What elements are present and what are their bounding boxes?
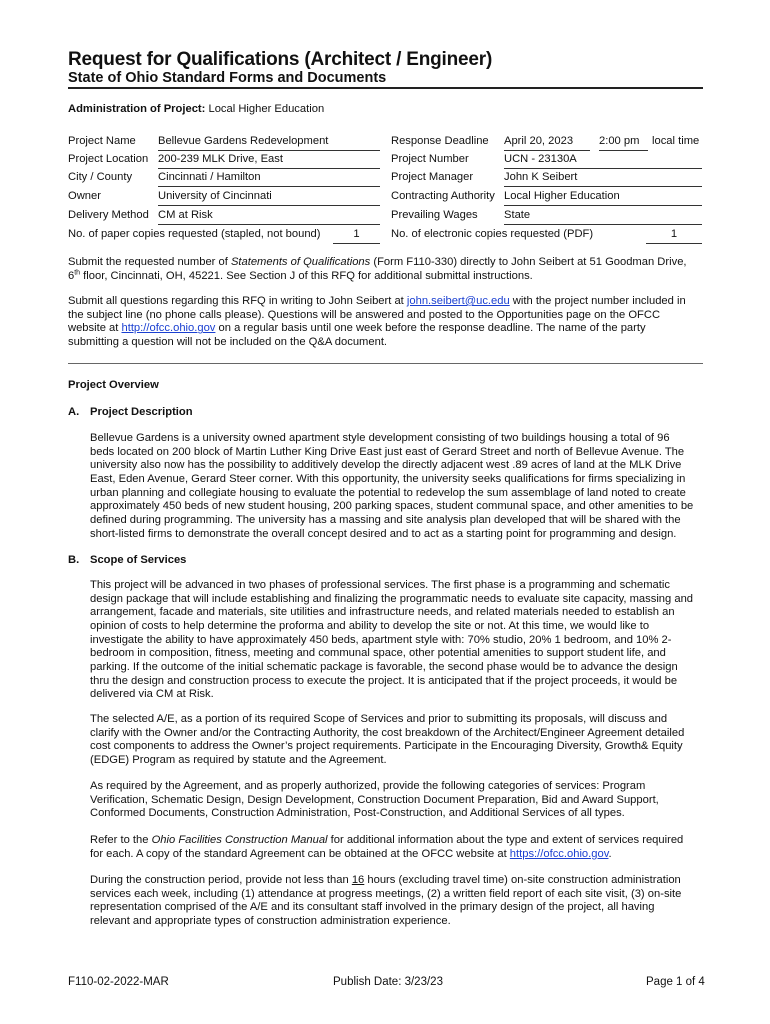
project-description-body	[90, 432, 706, 541]
scope-p3-line-1: As required by the Agreement, and as properly authorized, provide the following categories of services: Program	[90, 780, 646, 792]
questions-text-cont: with the project number included in	[509, 295, 686, 307]
required-hours: 16	[351, 874, 365, 886]
submittal-text: Submit the requested number of	[68, 256, 231, 268]
administration-label: Administration of Project:	[68, 103, 206, 115]
questions-line-2: the subject line (no phone calls please). Questions will be answered and posted to the Opportunities page on the OFCC	[68, 308, 661, 321]
footer-page-number: Page 1 of 4	[646, 976, 705, 988]
project-location-value: 200-239 MLK Drive, East	[158, 153, 380, 169]
project-description-line-7: defined during programming. The university has a massing and site analysis plan developed that will be shared with the	[90, 513, 681, 526]
scope-p1-line-5: investigate the ability to have approximately 450 beds, apartment style with: 70% studio, 20% 1 bedroom, and 10% 2-	[90, 633, 672, 646]
project-description-line-8: short-listed firms to demonstrate the overall concept desired and to act as a starting point for programming and design.	[90, 527, 677, 540]
construction-manual-title: Ohio Facilities Construction Manual	[151, 834, 328, 846]
paper-copies-value: 1	[333, 228, 380, 244]
submittal-address: floor, Cincinnati, OH, 45221. See Section J of this RFQ for additional submittal instructions.	[80, 269, 533, 282]
project-description-line-3: university also now has the possibility to additively develop the directly adjacent west .89 acres of land at the MLK Drive	[90, 459, 682, 472]
submittal-instructions	[68, 256, 708, 283]
prevailing-wages-value: State	[504, 209, 702, 225]
footer-form-id: F110-02-2022-MAR	[68, 976, 169, 988]
questions-text: Submit all questions regarding this RFQ in writing to John Seibert at	[68, 295, 407, 307]
agreement-ref-period: .	[608, 847, 612, 860]
section-b-letter: B.	[68, 554, 80, 566]
construction-period-text-cont: hours (excluding travel time) on-site construction administration	[364, 874, 681, 886]
scope-p2-line-3: cost components to address the Owner’s project requirements. Participate in the Encouraging Diversity, Growth& Equity	[90, 740, 683, 753]
scope-p2-line-4: (EDGE) Program as required by statute and the Agreement.	[90, 753, 387, 766]
project-name-label: Project Name	[68, 135, 136, 147]
scope-p1-line-3: arrangement, facade and materials, site utilities and infrastructure needs, and related materials needed to establish an	[90, 606, 675, 619]
scope-paragraph-3	[90, 780, 706, 821]
administration-line	[68, 103, 324, 117]
scope-of-services-heading: Scope of Services	[90, 554, 187, 566]
response-deadline-date: April 20, 2023	[504, 135, 590, 151]
scope-p5-line-2: representation comprised of the A/E and its consultant staff involved in the primary design of the project, all having	[90, 901, 655, 914]
project-number-value: UCN - 23130A	[504, 153, 702, 169]
project-description-line-2: beds located on 200 block of Martin Luther King Drive East just east of Gerard Street and north of Bellevue Avenue. The	[90, 445, 685, 458]
manual-ref-text: Refer to the	[90, 834, 152, 846]
header-divider	[68, 87, 703, 89]
project-description-line-1: Bellevue Gardens is a university owned apartment style development consisting of two buildings housing a total of 96	[90, 432, 670, 444]
project-manager-label: Project Manager	[391, 171, 474, 183]
scope-p5-line-3: relevant and appropriate types of construction administration experience.	[90, 914, 451, 927]
questions-line-4: submitting a question will not be included on the Q&A document.	[68, 335, 388, 348]
document-subtitle: State of Ohio Standard Forms and Documents	[68, 70, 387, 86]
scope-paragraph-4	[90, 834, 706, 861]
document-title: Request for Qualifications (Architect / Engineer)	[68, 49, 493, 70]
project-overview-heading: Project Overview	[68, 379, 159, 391]
scope-p1-line-9: delivered via CM at Risk.	[90, 688, 214, 701]
project-description-line-6: approximately 450 beds of new student housing, 200 parking spaces, student communal space, and other amenities to be	[90, 500, 694, 513]
project-description-line-5: urban planning and collegiate housing to evaluate the potential to redevelop the sum assemblage of land noted to create	[90, 486, 686, 499]
administration-value: Local Higher Education	[208, 103, 325, 115]
paper-copies-label: No. of paper copies requested (stapled, not bound)	[68, 228, 321, 240]
questions-line-3: website at	[68, 322, 122, 335]
questions-instructions	[68, 295, 708, 350]
scope-p1-line-8: thru the design and construction process to execute the project. It is anticipated that if the project proceeds, it would be	[90, 674, 678, 687]
scope-paragraph-2	[90, 713, 706, 768]
electronic-copies-label: No. of electronic copies requested (PDF)	[391, 228, 594, 240]
floor-number: 6	[68, 269, 75, 282]
project-name-value: Bellevue Gardens Redevelopment	[158, 135, 380, 151]
section-divider	[68, 363, 703, 364]
delivery-method-value: CM at Risk	[158, 209, 380, 225]
scope-p3-line-3: Conformed Documents, Construction Administration, Post-Construction, and Additional Services of all types.	[90, 807, 625, 820]
city-county-label: City / County	[68, 171, 133, 183]
contracting-authority-value: Local Higher Education	[504, 190, 702, 206]
contracting-authority-label: Contracting Authority	[391, 190, 495, 202]
agreement-ref-text: for each. A copy of the standard Agreement can be obtained at the OFCC website at	[90, 847, 510, 860]
scope-p1-line-1: This project will be advanced in two phases of professional services. The first phase is a programming and schematic	[90, 579, 670, 591]
ofcc-website-link[interactable]: http://ofcc.ohio.gov	[121, 322, 216, 335]
section-a-letter: A.	[68, 406, 80, 418]
project-description-line-4: East, Eden Avenue, Gerard Steer corner. With this opportunity, the university seeks qualifications for firms specializing in	[90, 472, 686, 485]
owner-label: Owner	[68, 190, 101, 202]
scope-p1-line-6: bedroom in composition, fitness, meeting and communal space, other potential amenities to support student life, and	[90, 647, 666, 660]
project-location-label: Project Location	[68, 153, 149, 165]
manual-ref-text-cont: for additional information about the type and extent of services required	[327, 834, 684, 846]
scope-p1-line-2: design package that will include establishing and finalizing the programmatic needs to evaluate site capacity, massing and	[90, 592, 694, 605]
scope-paragraph-1	[90, 579, 706, 702]
statements-of-qualifications: Statements of Qualifications	[230, 256, 371, 268]
delivery-method-label: Delivery Method	[68, 209, 149, 221]
footer-publish-date: Publish Date: 3/23/23	[333, 976, 443, 988]
contact-email-link[interactable]: john.seibert@uc.edu	[406, 295, 510, 307]
response-deadline-time: 2:00 pm	[599, 135, 648, 151]
owner-value: University of Cincinnati	[158, 190, 380, 206]
scope-p3-line-2: Verification, Schematic Design, Design Development, Construction Document Preparation, Bid and Award Support,	[90, 793, 659, 806]
project-description-heading: Project Description	[90, 406, 193, 418]
scope-p2-line-2: clarify with the Owner and/or the Contracting Authority, the cost breakdown of the Architect/Engineer Agreement detailed	[90, 726, 685, 739]
scope-p2-line-1: The selected A/E, as a portion of its required Scope of Services and prior to submitting its proposals, will discuss and	[90, 713, 668, 725]
project-manager-value: John K Seibert	[504, 171, 702, 187]
ofcc-agreement-link[interactable]: https://ofcc.ohio.gov	[509, 847, 609, 860]
response-deadline-label: Response Deadline	[391, 135, 489, 147]
questions-line-3-cont: on a regular basis until one week before the response deadline. The name of the party	[215, 322, 646, 335]
submittal-text-cont: (Form F110-330) directly to John Seibert at 51 Goodman Drive,	[370, 256, 687, 268]
city-county-value: Cincinnati / Hamilton	[158, 171, 380, 187]
construction-period-text: During the construction period, provide not less than	[90, 874, 352, 886]
scope-p1-line-4: opinion of costs to help determine the proforma and ability to develop the site or not. At this time, we would like to	[90, 619, 650, 632]
scope-p1-line-7: parking. If the outcome of the initial schematic package is favorable, the second phase would be to advance the design	[90, 660, 678, 673]
response-deadline-suffix: local time	[652, 135, 700, 147]
prevailing-wages-label: Prevailing Wages	[391, 209, 478, 221]
scope-p5-line-1: services each week, including (1) attendance at progress meetings, (2) a written field report of each site visit, (3) on-site	[90, 887, 682, 900]
scope-paragraph-5	[90, 874, 706, 929]
floor-suffix: th	[74, 268, 81, 276]
electronic-copies-value: 1	[646, 228, 702, 244]
project-number-label: Project Number	[391, 153, 469, 165]
